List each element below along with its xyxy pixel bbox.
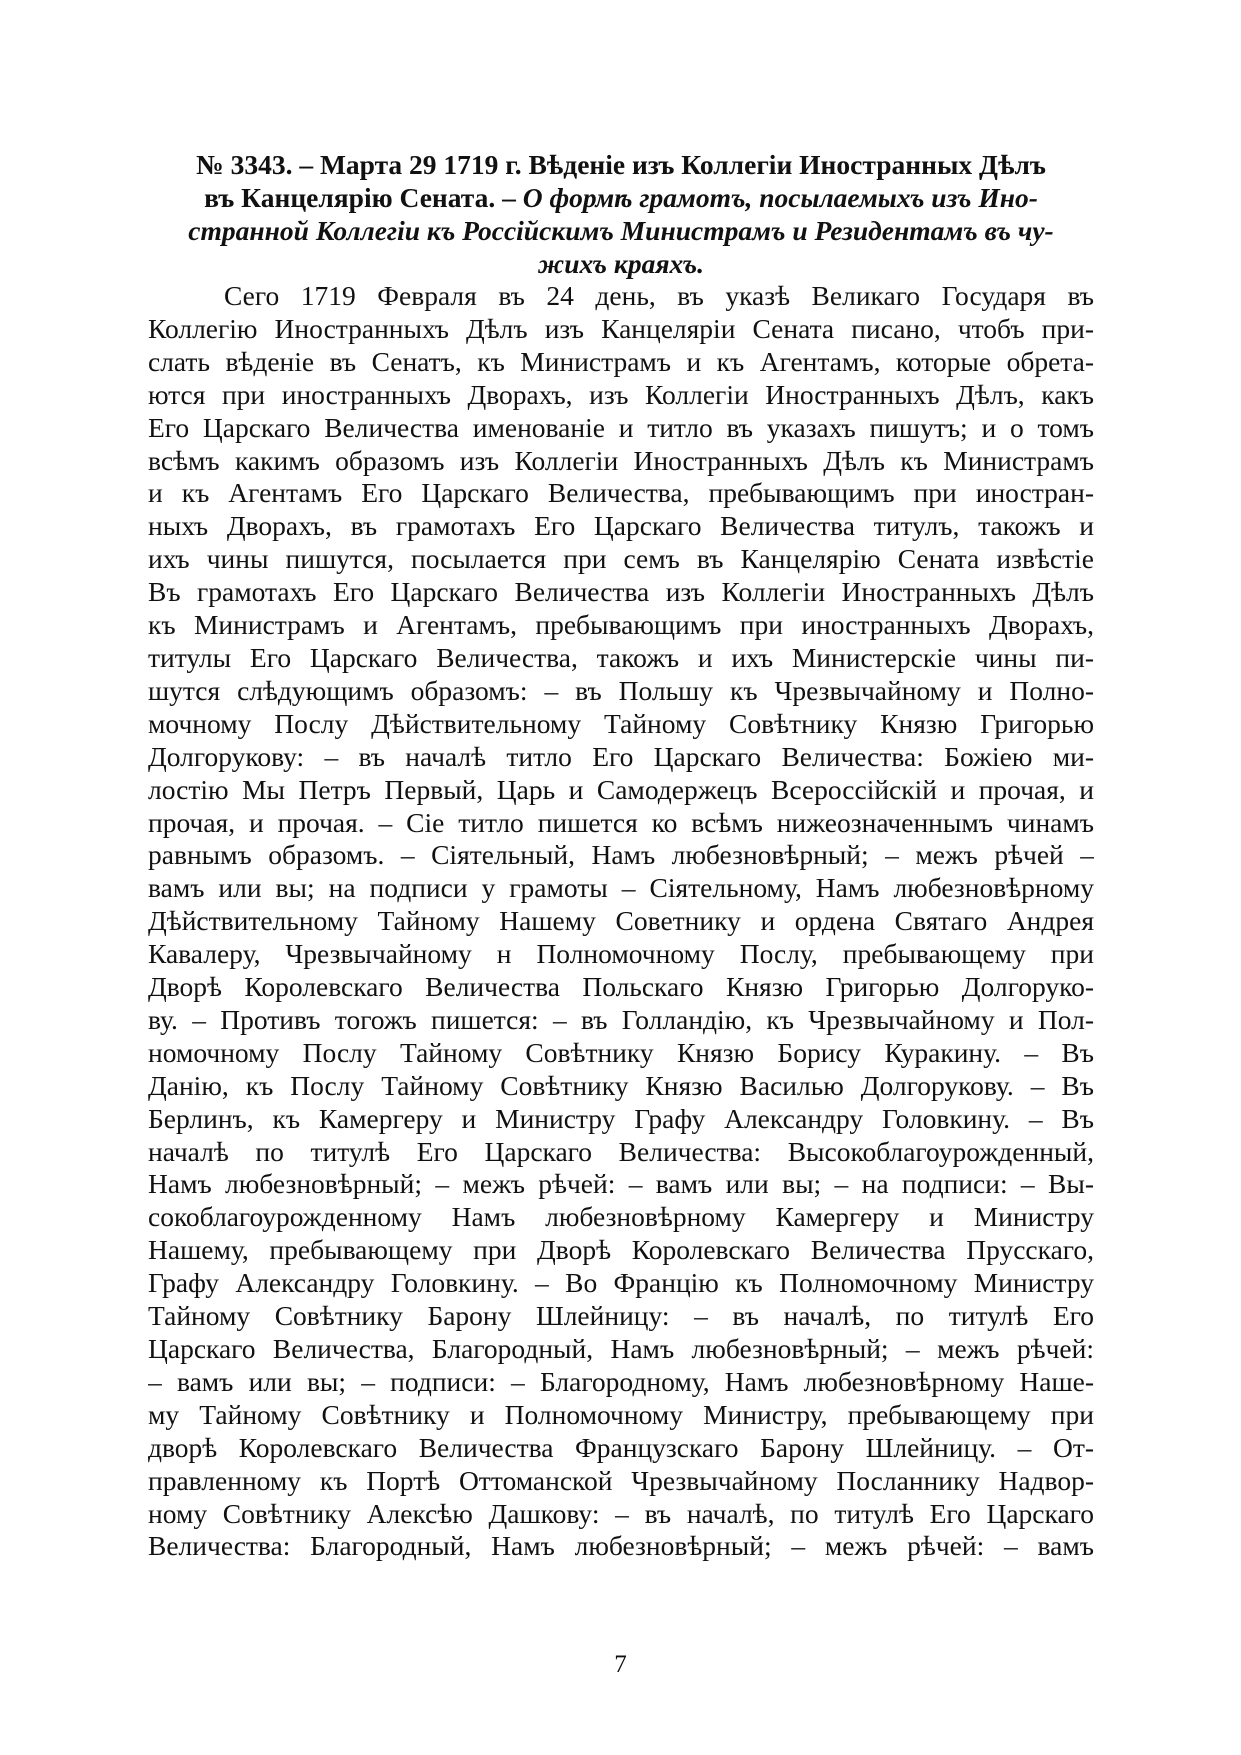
heading-title: въ Канцелярію Сената. – <box>204 182 523 213</box>
body-text-line: му Тайному Совѣтнику и Полномочному Министру, пребывающему при <box>148 1398 1094 1430</box>
body-text-line: ныхъ Дворахъ, въ грамотахъ Его Царскаго Величества титулъ, такожъ и <box>148 510 1094 542</box>
body-text-line: слать вѣденіе въ Сенатъ, къ Министрамъ и къ Агентамъ, которые обрета- <box>148 345 1094 377</box>
body-text-line: лостію Мы Петръ Первый, Царь и Самодержецъ Всероссійскій и прочая, и <box>148 773 1094 805</box>
body-text-line: Коллегію Иностранныхъ Дѣлъ изъ Канцеляріи Сената писано, чтобъ при- <box>148 312 1094 344</box>
body-text-line: вамъ или вы; на подписи у грамоты – Сіятельному, Намъ любезновѣрному <box>148 872 1094 904</box>
body-text-line: – вамъ или вы; – подписи: – Благородному, Намъ любезновѣрному Наше- <box>148 1365 1094 1397</box>
body-text-line: Его Царскаго Величества именованіе и титло въ указахъ пишутъ; и о томъ <box>148 411 1094 443</box>
body-text-line: номочному Послу Тайному Совѣтнику Князю Борису Куракину. – Въ <box>148 1036 1094 1068</box>
body-text-line: Дворѣ Королевскаго Величества Польскаго Князю Григорью Долгоруко- <box>148 971 1094 1003</box>
body-text-line: равнымъ образомъ. – Сіятельный, Намъ любезновѣрный; – межъ рѣчей – <box>148 839 1094 871</box>
body-text-line: Кавалеру, Чрезвычайному н Полномочному Послу, пребывающему при <box>148 938 1094 970</box>
body-text-line: Данію, къ Послу Тайному Совѣтнику Князю Василью Долгорукову. – Въ <box>148 1069 1094 1101</box>
heading-title: № 3343. – Марта 29 1719 г. Вѣденіе изъ Коллегіи Иностранных Дѣлъ <box>196 149 1046 180</box>
body-text-line: сокоблагоурожденному Намъ любезновѣрному Камергеру и Министру <box>148 1201 1094 1233</box>
body-text-line: Долгорукову: – въ началѣ титло Его Царскаго Величества: Божіею ми- <box>148 740 1094 772</box>
document-page <box>148 148 1094 1563</box>
body-text-line: мочному Послу Дѣйствительному Тайному Совѣтнику Князю Григорью <box>148 707 1094 739</box>
document-body <box>148 280 1094 1563</box>
body-text-line: и къ Агентамъ Его Царскаго Величества, пребывающимъ при иностран- <box>148 477 1094 509</box>
heading-title-italic: О формѣ грамотъ, посылаемыхъ изъ Ино- <box>522 182 1038 213</box>
page-number: 7 <box>614 1651 627 1678</box>
body-text-line: ву. – Противъ тогожъ пишется: – въ Голландію, къ Чрезвычайному и Пол- <box>148 1003 1094 1035</box>
body-text-line: ихъ чины пишутся, посылается при семъ въ Канцелярію Сената извѣстіе <box>148 543 1094 575</box>
body-text-line: Величества: Благородный, Намъ любезновѣрный; – межъ рѣчей: – вамъ <box>148 1530 1094 1562</box>
document-heading <box>148 148 1094 280</box>
heading-title-italic: жихъ краяхъ. <box>538 248 704 279</box>
heading-line <box>148 181 1094 214</box>
body-text-line: Тайному Совѣтнику Барону Шлейницу: – въ началѣ, по титулѣ Его <box>148 1300 1094 1332</box>
heading-line <box>148 214 1094 247</box>
body-text-line: всѣмъ какимъ образомъ изъ Коллегіи Иностранныхъ Дѣлъ къ Министрамъ <box>148 444 1094 476</box>
body-text-line: Графу Александру Головкину. – Во Францію къ Полномочному Министру <box>148 1267 1094 1299</box>
body-text-line: Въ грамотахъ Его Царскаго Величества изъ Коллегіи Иностранныхъ Дѣлъ <box>148 576 1094 608</box>
body-text-line: правленному къ Портѣ Оттоманской Чрезвычайному Посланнику Надвор- <box>148 1464 1094 1496</box>
heading-line <box>148 148 1094 181</box>
body-text-line: шутся слѣдующимъ образомъ: – въ Польшу къ Чрезвычайному и Полно- <box>148 674 1094 706</box>
body-text-line: Дѣйствительному Тайному Нашему Советнику и ордена Святаго Андрея <box>148 905 1094 937</box>
body-text-line: Намъ любезновѣрный; – межъ рѣчей: – вамъ или вы; – на подписи: – Вы- <box>148 1168 1094 1200</box>
body-text-line: ются при иностранныхъ Дворахъ, изъ Коллегіи Иностранныхъ Дѣлъ, какъ <box>148 378 1094 410</box>
body-text-line: Царскаго Величества, Благородный, Намъ любезновѣрный; – межъ рѣчей: <box>148 1333 1094 1364</box>
body-text-line: титулы Его Царскаго Величества, такожъ и ихъ Министерскіе чины пи- <box>148 641 1094 673</box>
heading-title-italic: странной Коллегіи къ Россійскимъ Министрамъ и Резидентамъ въ чу- <box>188 215 1054 246</box>
heading-line <box>148 247 1094 280</box>
body-text-line: началѣ по титулѣ Его Царскаго Величества: Высокоблагоурожденный, <box>148 1135 1094 1167</box>
body-text-line: прочая, и прочая. – Сіе титло пишется ко всѣмъ нижеозначеннымъ чинамъ <box>148 806 1094 838</box>
body-text-line: къ Министрамъ и Агентамъ, пребывающимъ при иностранныхъ Дворахъ, <box>148 609 1094 641</box>
body-text-line: дворѣ Королевскаго Величества Французскаго Барону Шлейницу. – От- <box>148 1431 1094 1463</box>
body-text-line: Сего 1719 Февраля въ 24 день, въ указѣ Великаго Государя въ <box>224 280 1094 311</box>
body-text-line: ному Совѣтнику Алексѣю Дашкову: – въ началѣ, по титулѣ Его Царскаго <box>148 1497 1094 1529</box>
body-text-line: Нашему, пребывающему при Дворѣ Королевскаго Величества Прусскаго, <box>148 1234 1094 1266</box>
body-text-line: Берлинъ, къ Камергеру и Министру Графу Александру Головкину. – Въ <box>148 1102 1094 1134</box>
